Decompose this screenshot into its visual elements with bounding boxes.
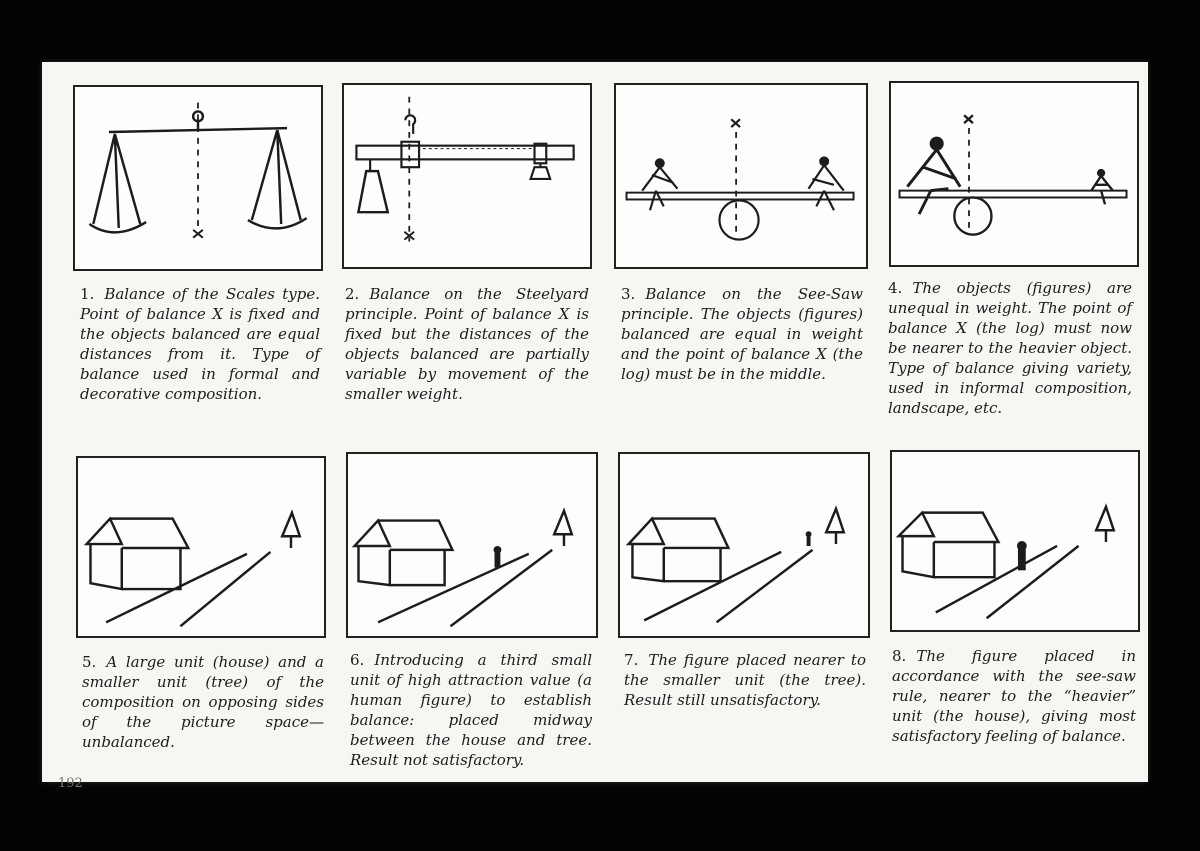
- human-figure: [494, 546, 502, 568]
- caption-1: 1. Balance of the Scales type. Point of balance X is fixed and the objects balanced are equal distances from it. Type of balance used in formal and decorative composition.: [80, 285, 320, 403]
- caption-3: 3. Balance on the See-Saw principle. The objects (figures) balanced are equal in weight and the point of balance X (the log) must be in the middle.: [621, 285, 863, 383]
- caption-2: 2. Balance on the Steelyard principle. Point of balance X is fixed but the distances of the objects balanced are partially variable by movement of the smaller weight.: [345, 285, 589, 403]
- seesaw-equal-diagram: [616, 85, 866, 267]
- panel-seesaw-unequal: [889, 81, 1139, 267]
- illustration-sheet: [42, 62, 1148, 782]
- panel-scales: [73, 85, 323, 271]
- human-figure: [1017, 541, 1027, 570]
- seesaw-unequal-diagram: [891, 83, 1137, 265]
- caption-4: 4. The objects (figures) are unequal in weight. The point of balance X (the log) must now be nearer to the heavier object. Type of balance giving variety, used in informal composition, landscape, etc.: [888, 279, 1132, 417]
- caption-5: 5. A large unit (house) and a smaller unit (tree) of the composition on opposing sides of the picture space—unbalanced.: [82, 653, 324, 751]
- panel-house-tree: [76, 456, 326, 638]
- figure-middle-diagram: [348, 454, 596, 636]
- house-tree-diagram: [78, 458, 324, 636]
- steelyard-diagram: [344, 85, 590, 267]
- page-number: 192: [58, 776, 83, 791]
- scales-diagram: [75, 87, 321, 269]
- panel-seesaw-equal: [614, 83, 868, 269]
- caption-8: 8. The figure placed in accordance with the see-saw rule, nearer to the “heavier” unit (the house), giving most satisfactory feeling of balance.: [892, 647, 1136, 745]
- panel-figure-near-tree: [618, 452, 870, 638]
- panel-figure-middle: [346, 452, 598, 638]
- panel-steelyard: [342, 83, 592, 269]
- caption-6: 6. Introducing a third small unit of high attraction value (a human figure) to establish balance: placed midway between the house and tree. Result not satisfactory.: [350, 651, 592, 769]
- figure-near-house-diagram: [892, 452, 1138, 630]
- human-figure: [806, 531, 812, 546]
- figure-near-tree-diagram: [620, 454, 868, 636]
- panel-figure-near-house: [890, 450, 1140, 632]
- caption-7: 7. The figure placed nearer to the smaller unit (the tree). Result still unsatisfactory.: [624, 651, 866, 709]
